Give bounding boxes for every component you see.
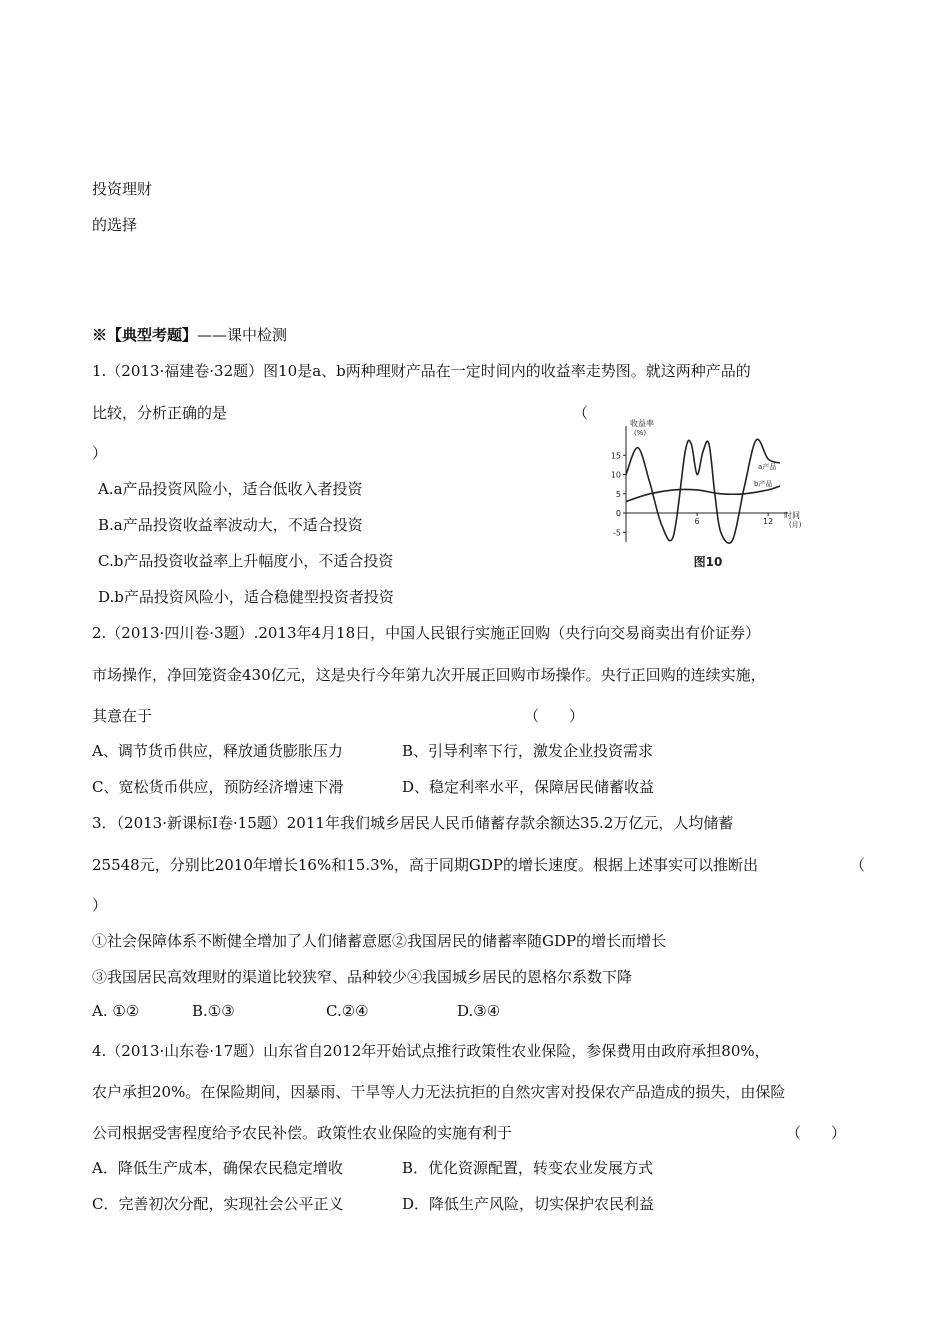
x-axis-label: 时间 (784, 511, 800, 521)
series-line-b (626, 486, 780, 501)
q3-option-d: D.③④ (457, 1002, 501, 1020)
q3-paren-close: ） (92, 896, 108, 914)
q3-option-c: C.②④ (326, 1002, 369, 1020)
q4-option-b: B．优化资源配置，转变农业发展方式 (402, 1159, 654, 1177)
q3-stem-line2: 25548元，分别比2010年增长16%和15.3%，高于同期GDP的增长速度。根据上述事实可以推断出 (92, 856, 758, 874)
yield-chart (590, 412, 820, 574)
y-axis-unit: (%) (634, 429, 647, 437)
y-tick-label: 5 (615, 489, 621, 499)
q4-answer-paren: （ ） (786, 1124, 847, 1142)
q4-option-d: D．降低生产风险，切实保护农民利益 (402, 1195, 655, 1213)
q3-option-a: A. ①② (92, 1002, 140, 1020)
q1-option-c: C.b产品投资收益率上升幅度小，不适合投资 (98, 552, 394, 570)
q3-option-b: B.①③ (192, 1002, 235, 1020)
q3-paren-open: （ (850, 856, 866, 874)
y-tick-label: 0 (615, 509, 621, 519)
y-tick-label: 10 (610, 470, 621, 480)
y-axis-label: 收益率 (630, 419, 654, 428)
q2-option-d: D、稳定利率水平，保障居民储蓄收益 (402, 778, 655, 796)
q2-stem-line3: 其意在于 (92, 707, 153, 725)
series-label-b: b产品 (754, 480, 773, 489)
x-tick-label: 6 (694, 517, 700, 527)
q1-option-b: B.a产品投资收益率波动大，不适合投资 (98, 516, 363, 534)
q3-stem-line1: 3．（2013·新课标Ⅰ卷·15题）2011年我们城乡居民人民币储蓄存款余额达35.2万亿元，人均储蓄 (92, 814, 734, 832)
q2-stem-line2: 市场操作，净回笼资金430亿元，这是央行今年第九次开展正回购市场操作。央行正回购的连续实施， (92, 666, 766, 684)
q1-stem-line2: 比较，分析正确的是 (92, 404, 228, 422)
x-tick-label: 12 (763, 517, 774, 527)
x-axis-unit: (月) (789, 521, 802, 530)
chart-title: 图10 (693, 555, 723, 569)
q2-option-c: C、宽松货币供应，预防经济增速下滑 (92, 778, 344, 796)
q2-stem-line1: 2.（2013·四川卷·3题）.2013年4月18日，中国人民银行实施正回购（央行向交易商卖出有价证券） (92, 624, 761, 642)
series-label-a: a产品 (758, 462, 777, 471)
q4-option-a: A．降低生产成本，确保农民稳定增收 (92, 1159, 343, 1177)
q4-stem-line2: 农户承担20%。在保险期间，因暴雨、干旱等人力无法抗拒的自然灾害对投保农产品造成的损失，由保险 (92, 1083, 786, 1101)
y-tick-label: -5 (613, 528, 621, 538)
q1-paren-open: （ (573, 404, 589, 422)
y-tick-label: 15 (610, 451, 621, 461)
q2-option-b: B、引导利率下行，激发企业投资需求 (402, 742, 654, 760)
doc-title-line2: 的选择 (92, 216, 138, 234)
q1-option-d: D.b产品投资风险小，适合稳健型投资者投资 (98, 588, 394, 606)
section-mark: ※【典型考题】 (92, 326, 198, 344)
q1-stem-line1: 1.（2013·福建卷·32题）图10是a、b两种理财产品在一定时间内的收益率走势图。就这两种产品的 (92, 362, 751, 380)
q4-option-c: C．完善初次分配，实现社会公平正义 (92, 1195, 344, 1213)
section-suffix: ——课中检测 (197, 326, 288, 344)
q1-paren-close: ） (92, 444, 108, 462)
q2-option-a: A、调节货币供应，释放通货膨胀压力 (92, 742, 343, 760)
section-heading (92, 324, 287, 345)
doc-title-line1: 投资理财 (92, 180, 153, 198)
q2-answer-paren: （ ） (524, 707, 585, 725)
q3-statement-line1: ①社会保障体系不断健全增加了人们储蓄意愿②我国居民的储蓄率随GDP的增长而增长 (92, 932, 667, 950)
q4-stem-line3: 公司根据受害程度给予农民补偿。政策性农业保险的实施有利于 (92, 1124, 513, 1142)
q4-stem-line1: 4.（2013·山东卷·17题）山东省自2012年开始试点推行政策性农业保险，参保费用由政府承担80%， (92, 1042, 770, 1060)
q1-option-a: A.a产品投资风险小，适合低收入者投资 (98, 480, 363, 498)
q3-statement-line2: ③我国居民高效理财的渠道比较狭窄、品种较少④我国城乡居民的恩格尔系数下降 (92, 968, 633, 986)
